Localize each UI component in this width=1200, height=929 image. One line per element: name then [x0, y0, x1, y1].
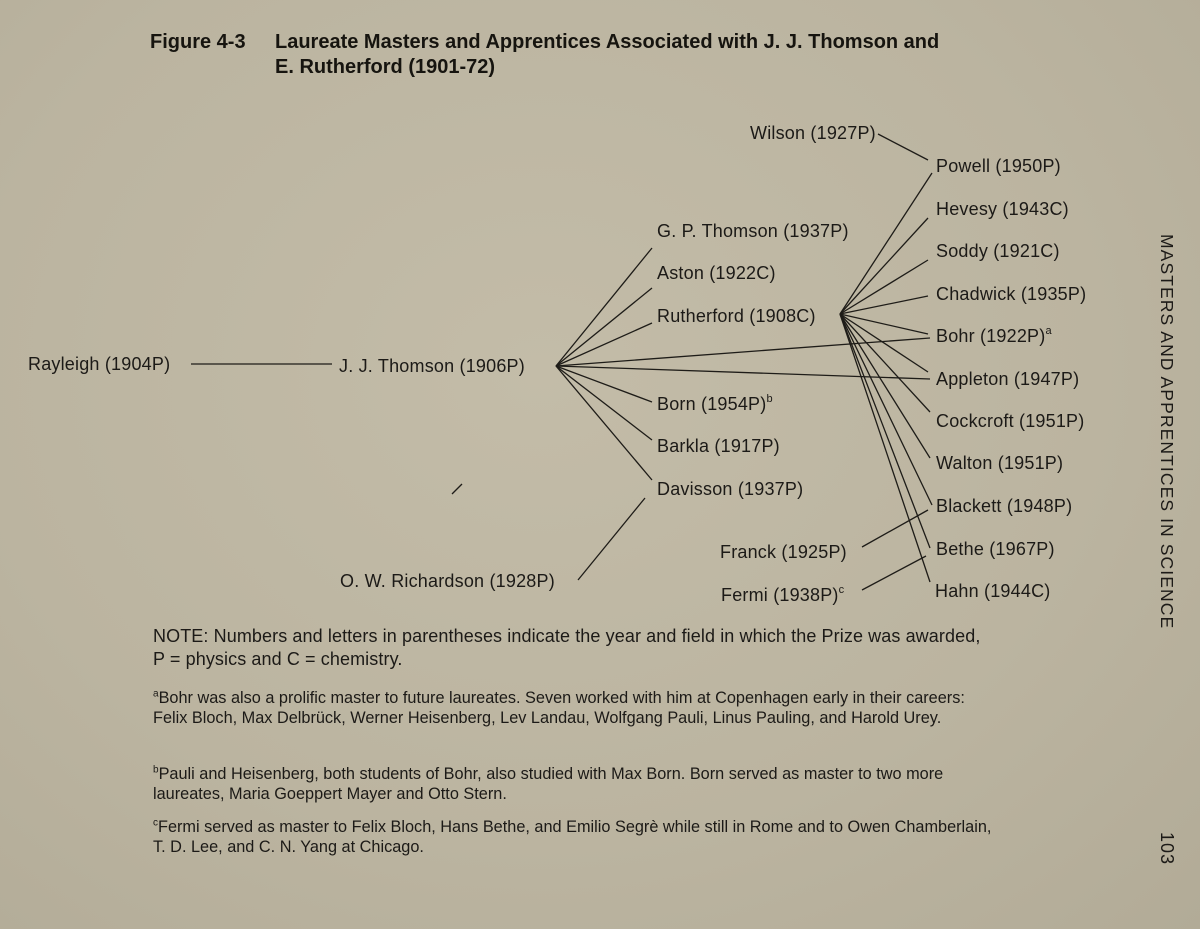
node-rutherford: Rutherford (1908C)	[657, 306, 816, 326]
footnote-marker: c	[153, 817, 158, 829]
figure-label: Figure 4-3	[150, 31, 246, 53]
figure-note: NOTE: Numbers and letters in parentheses indicate the year and field in which the Prize was awarded, P = physics and C = chemistry.	[153, 626, 981, 669]
node-bohr: Bohr $(1922P)^a$	[936, 325, 1052, 346]
link-thomson-barkla	[556, 366, 652, 440]
page-number: 103	[1157, 832, 1177, 866]
node-franck: Franck (1925P)	[720, 542, 847, 562]
link-thomson-gp-thomson	[556, 248, 652, 366]
footnote-a	[153, 688, 993, 728]
link-rutherford-powell	[840, 173, 932, 314]
link-wilson-powell	[878, 134, 928, 160]
node-walton: Walton (1951P)	[936, 453, 1064, 473]
stray-mark	[452, 484, 462, 494]
node-cockcroft: Cockcroft (1951P)	[936, 411, 1085, 431]
node-hevesy: Hevesy (1943C)	[936, 199, 1069, 219]
footnote-b	[153, 764, 993, 804]
link-davisson-richardson	[578, 498, 645, 580]
link-rutherford-hahn	[840, 314, 930, 582]
node-gp-thomson: G. P. Thomson (1937P)	[657, 221, 849, 241]
footnote-c	[153, 817, 993, 857]
node-born: Born $(1954P)^b$	[657, 393, 773, 414]
running-head: MASTERS AND APPRENTICES IN SCIENCE	[1157, 234, 1177, 630]
link-rutherford-blackett	[840, 314, 932, 505]
link-rutherford-appleton	[840, 314, 928, 372]
node-appleton: Appleton (1947P)	[936, 369, 1080, 389]
node-barkla: Barkla (1917P)	[657, 436, 780, 456]
node-powell: Powell (1950P)	[936, 156, 1061, 176]
diagram-links	[191, 134, 932, 590]
link-thomson-bohr	[556, 338, 930, 366]
node-rayleigh: Rayleigh (1904P)	[28, 354, 171, 374]
link-rutherford-cockcroft	[840, 314, 930, 412]
node-jj-thomson: J. J. Thomson (1906P)	[339, 356, 525, 376]
link-rutherford-soddy	[840, 260, 928, 314]
link-fermi-bethe	[862, 556, 926, 590]
footnote-marker: a	[153, 688, 159, 700]
link-franck-blackett	[862, 510, 928, 547]
link-rutherford-hevesy	[840, 218, 928, 314]
node-aston: Aston (1922C)	[657, 263, 776, 283]
link-thomson-davisson	[556, 366, 652, 480]
node-soddy: Soddy (1921C)	[936, 241, 1060, 261]
figure-title-line-2: E. Rutherford (1901-72)	[275, 56, 496, 78]
node-wilson: Wilson (1927P)	[750, 123, 876, 143]
link-rutherford-bohr	[840, 314, 928, 334]
link-rutherford-walton	[840, 314, 930, 458]
footnote-marker: b	[153, 764, 159, 776]
node-chadwick: Chadwick (1935P)	[936, 284, 1087, 304]
footnote-text: Pauli and Heisenberg, both students of Bohr, also studied with Max Born. Born served as master to two more laureates, Maria Goeppert Mayer and Otto Stern.	[153, 765, 944, 803]
node-bethe: Bethe (1967P)	[936, 539, 1055, 559]
link-rutherford-bethe	[840, 314, 930, 548]
footnote-text: Bohr was also a prolific master to future laureates. Seven worked with him at Copenhagen early in their careers: Felix Bloch, Max Delbrück, Werner Heisenberg, Lev Landau, Wolfgang Pauli, Linus Pauling, and Harold Urey.	[153, 689, 965, 727]
node-blackett: Blackett (1948P)	[936, 496, 1073, 516]
node-fermi: Fermi $(1938P)^c$	[721, 584, 845, 605]
node-davisson: Davisson (1937P)	[657, 479, 804, 499]
link-thomson-aston	[556, 288, 652, 366]
node-richardson: O. W. Richardson (1928P)	[340, 571, 555, 591]
footnote-text: Fermi served as master to Felix Bloch, Hans Bethe, and Emilio Segrè while still in Rome and to Owen Chamberlain, T. D. Lee, and C. N. Yang at Chicago.	[153, 818, 992, 856]
figure-title-line-1: Laureate Masters and Apprentices Associated with J. J. Thomson and	[275, 31, 940, 53]
node-hahn: Hahn (1944C)	[935, 581, 1051, 601]
